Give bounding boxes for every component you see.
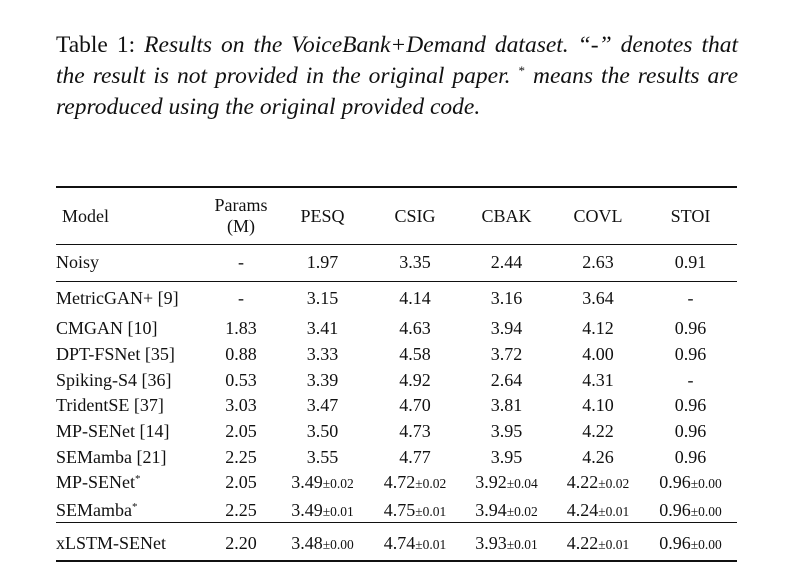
cell-model: MP-SENet [14]: [56, 421, 170, 442]
cell-stoi: -: [687, 369, 694, 390]
cell-cbak: 3.92±0.04: [475, 472, 538, 493]
cell-model: Spiking-S4 [36]: [56, 369, 172, 390]
cell-stoi: 0.96: [674, 344, 707, 365]
cell-covl: 4.31: [582, 369, 614, 390]
cell-csig: 4.77: [399, 446, 431, 467]
cell-cbak: 2.44: [490, 252, 523, 272]
cell-pesq: 3.49±0.02: [291, 472, 354, 493]
header-params: [206, 188, 276, 244]
cell-params: 2.05: [225, 421, 257, 442]
cell-covl: 2.63: [582, 252, 614, 272]
cell-pesq: 1.97: [306, 252, 339, 272]
cell-pesq: 3.15: [306, 288, 339, 308]
cell-params: 2.25: [225, 499, 257, 520]
cell-stoi: 0.96: [674, 395, 707, 416]
cell-stoi: 0.91: [674, 252, 707, 272]
cell-csig: 4.74±0.01: [383, 533, 447, 554]
cell-stoi: 0.96: [674, 446, 707, 467]
cell-cbak: 3.16: [490, 288, 523, 308]
cell-stoi: 0.96: [674, 318, 707, 339]
cell-cbak: 3.94: [490, 318, 523, 339]
cell-covl: 4.00: [582, 344, 614, 365]
cell-cbak: 3.94±0.02: [475, 499, 538, 520]
cell-model: MetricGAN+ [9]: [56, 288, 179, 308]
cell-covl: 4.26: [582, 446, 614, 467]
cell-params: 0.88: [225, 344, 257, 365]
cell-cbak: 2.64: [490, 369, 523, 390]
table-row: [56, 367, 737, 393]
cell-model: DPT-FSNet [35]: [56, 344, 175, 365]
cell-params: 2.25: [225, 446, 257, 467]
cell-covl: 4.22: [582, 421, 614, 442]
cell-covl: 4.10: [582, 395, 614, 416]
header-pesq: PESQ: [300, 205, 345, 226]
caption-text-after: means the results are reproduced using the original provided code.: [56, 63, 739, 120]
cell-params: 2.20: [225, 533, 257, 554]
cell-covl: 4.24±0.01: [566, 499, 630, 520]
caption-text-before: Results on the VoiceBank+Demand dataset. “-” denotes that the result is not provided in the original paper.: [56, 32, 738, 89]
cell-csig: 4.92: [399, 369, 431, 390]
results-table: [56, 188, 737, 563]
cell-model: TridentSE [37]: [56, 395, 164, 416]
cell-cbak: 3.72: [490, 344, 523, 365]
table-row: [56, 393, 737, 419]
cell-stoi: 0.96±0.00: [659, 533, 722, 554]
cell-pesq: 3.48±0.00: [291, 533, 354, 554]
cell-csig: 4.75±0.01: [383, 499, 447, 520]
ours-row: [56, 525, 737, 563]
cell-covl: 4.12: [582, 318, 614, 339]
cell-params: 3.03: [225, 395, 257, 416]
cell-csig: 4.70: [399, 395, 431, 416]
header-stoi: STOI: [670, 205, 711, 226]
cell-pesq: 3.50: [306, 421, 339, 442]
header-csig: CSIG: [394, 205, 436, 226]
baseline-rows: [56, 281, 737, 470]
table-caption: [56, 30, 738, 123]
cell-cbak: 3.95: [490, 421, 523, 442]
cell-stoi: 0.96±0.00: [659, 499, 722, 520]
cell-params: -: [238, 252, 244, 272]
cell-csig: 4.63: [399, 318, 431, 339]
cell-stoi: 0.96: [674, 421, 707, 442]
table-row: [56, 470, 737, 496]
table-row: [56, 281, 737, 316]
caption-label: Table 1:: [56, 32, 136, 58]
table-row: [56, 419, 737, 445]
cell-stoi: -: [687, 288, 694, 308]
caption-asterisk: *: [518, 63, 526, 78]
header-cbak: CBAK: [481, 205, 532, 226]
cell-pesq: 3.49±0.01: [291, 499, 354, 520]
cell-cbak: 3.93±0.01: [475, 533, 538, 554]
reproduced-rows: [56, 470, 737, 525]
cell-csig: 4.72±0.02: [383, 472, 447, 493]
table-row: [56, 342, 737, 368]
header-model: Model: [62, 205, 109, 226]
cell-csig: 4.14: [399, 288, 431, 308]
cell-model: Noisy: [56, 252, 100, 272]
cell-covl: 3.64: [582, 288, 614, 308]
cell-pesq: 3.39: [306, 369, 339, 390]
cell-params: 0.53: [225, 369, 257, 390]
cell-cbak: 3.95: [490, 446, 523, 467]
cell-model: MP-SENet*: [56, 472, 141, 493]
cell-covl: 4.22±0.02: [566, 472, 630, 493]
table-row: [56, 444, 737, 470]
cell-model: xLSTM-SENet: [56, 533, 166, 554]
table-row: [56, 316, 737, 342]
cell-pesq: 3.41: [306, 318, 339, 339]
cell-cbak: 3.81: [490, 395, 523, 416]
noisy-row: [56, 244, 737, 281]
header-params-line1: Params: [214, 195, 268, 215]
cell-params: 1.83: [225, 318, 257, 339]
cell-stoi: 0.96±0.00: [659, 472, 722, 493]
cell-params: 2.05: [225, 472, 257, 493]
header-params-line2: (M): [227, 216, 255, 236]
cell-covl: 4.22±0.01: [566, 533, 630, 554]
cell-model: CMGAN [10]: [56, 318, 158, 339]
header-row: [56, 188, 737, 244]
cell-model: SEMamba [21]: [56, 446, 167, 467]
cell-csig: 4.73: [399, 421, 431, 442]
cell-csig: 4.58: [399, 344, 431, 365]
table-row: [56, 496, 737, 525]
cell-pesq: 3.33: [306, 344, 339, 365]
cell-pesq: 3.47: [306, 395, 339, 416]
cell-csig: 3.35: [399, 252, 431, 272]
cell-model: SEMamba*: [56, 499, 138, 520]
cell-pesq: 3.55: [306, 446, 339, 467]
cell-params: -: [238, 288, 244, 308]
header-covl: COVL: [573, 205, 623, 226]
